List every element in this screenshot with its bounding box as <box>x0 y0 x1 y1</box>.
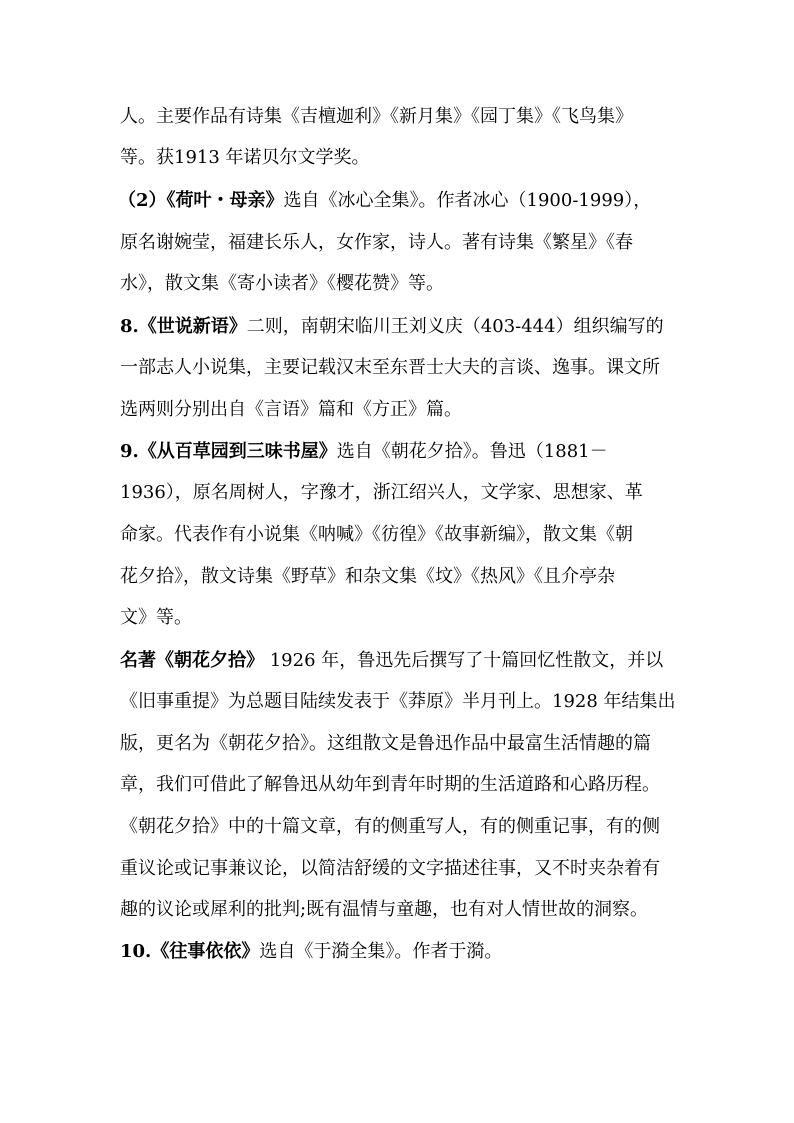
text-run: 版，更名为《朝花夕拾》。这组散文是鲁迅作品中最富生活情趣的篇 <box>120 733 651 754</box>
text-line <box>120 681 676 722</box>
text-line <box>120 137 370 178</box>
text-run: 选自《朝花夕拾》。鲁迅（1881－ <box>336 441 608 462</box>
text-run: 一部志人小说集，主要记载汉末至东晋士大夫的言谈、逸事。课文所 <box>120 357 660 378</box>
text-run: 《旧事重提》为总题目陆续发表于《莽原》半月刊上。1928 年结集出 <box>120 691 676 712</box>
text-run: 原名谢婉莹，福建长乐人，女作家，诗人。著有诗集《繁星》《春 <box>120 232 633 253</box>
text-line <box>120 556 615 597</box>
text-line <box>120 764 660 805</box>
text-line <box>120 263 444 304</box>
text-line <box>120 889 648 930</box>
section-heading: （2）《荷叶・母亲》 <box>118 190 284 211</box>
text-line <box>120 597 192 638</box>
text-line <box>120 514 633 555</box>
section-heading: 名著《朝花夕拾》 <box>120 650 264 671</box>
text-line <box>120 347 660 388</box>
text-run: 水》，散文集《寄小读者》《樱花赞》等。 <box>120 273 444 294</box>
text-run: 重议论或记事兼议论，以简洁舒缓的文字描述往事，又不时夹杂着有 <box>120 858 660 879</box>
text-line <box>120 472 643 513</box>
text-run: 二则，南朝宋临川王刘义庆（403-444）组织编写的 <box>246 316 664 337</box>
text-run: 《朝花夕拾》中的十篇文章，有的侧重写人，有的侧重记事，有的侧 <box>120 816 660 837</box>
text-run: 等。获1913 年诺贝尔文学奖。 <box>120 147 370 168</box>
section-heading: 9.《从百草园到三味书屋》 <box>120 441 337 462</box>
text-line <box>120 96 633 137</box>
text-run: 文》等。 <box>120 607 192 628</box>
text-line <box>120 723 651 764</box>
text-line <box>120 848 660 889</box>
section-heading-line <box>120 306 664 347</box>
text-line <box>120 806 660 847</box>
text-run: 1936），原名周树人，字豫才，浙江绍兴人，文学家、思想家、革 <box>120 482 643 503</box>
text-run: 选自《于漪全集》。作者于漪。 <box>259 941 503 962</box>
text-line <box>120 222 633 263</box>
text-run: 花夕拾》，散文诗集《野草》和杂文集《坟》《热风》《且介亭杂 <box>120 566 615 587</box>
text-run: 人。主要作品有诗集《吉檀迦利》《新月集》《园丁集》《飞鸟集》 <box>120 106 633 127</box>
text-run: 1926 年，鲁迅先后撰写了十篇回忆性散文，并以 <box>264 650 664 671</box>
text-run: 趣的议论或犀利的批判;既有温情与童趣，也有对人情世故的洞察。 <box>120 899 649 920</box>
section-heading: 10.《往事依依》 <box>120 941 260 962</box>
text-run: 章，我们可借此了解鲁迅从幼年到青年时期的生活道路和心路历程。 <box>120 774 660 795</box>
section-heading-line <box>120 431 608 472</box>
section-heading-line <box>118 180 651 221</box>
text-line <box>120 389 462 430</box>
section-heading-line <box>120 931 502 972</box>
text-run: 选两则分别出自《言语》篇和《方正》篇。 <box>120 399 462 420</box>
text-run: 命家。代表作有小说集《呐喊》《彷徨》《故事新编》，散文集《朝 <box>120 524 633 545</box>
section-heading: 8.《世说新语》 <box>120 316 247 337</box>
text-run: 选自《冰心全集》。作者冰心（1900-1999）， <box>283 190 652 211</box>
section-heading-line <box>120 640 663 681</box>
